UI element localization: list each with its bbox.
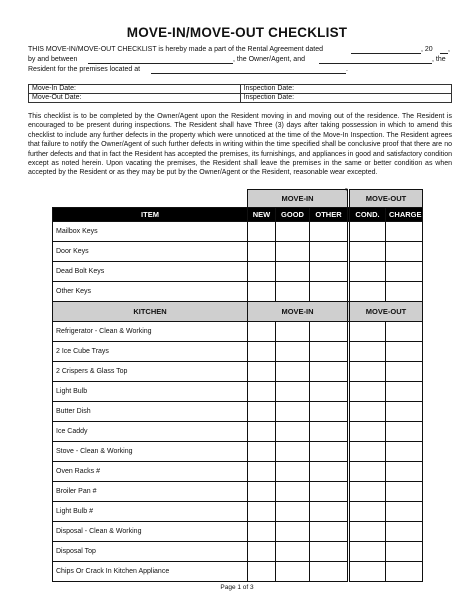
move-out-cond-cell[interactable] <box>350 442 386 462</box>
move-in-other-cell[interactable] <box>310 262 348 282</box>
move-in-other-cell[interactable] <box>310 462 348 482</box>
move-out-charge-cell[interactable] <box>386 562 423 582</box>
move-in-good-cell[interactable] <box>276 522 310 542</box>
move-in-new-cell[interactable] <box>248 542 276 562</box>
move-in-new-cell[interactable] <box>248 482 276 502</box>
table-row <box>53 282 423 302</box>
move-in-new-cell[interactable] <box>248 342 276 362</box>
table-row <box>53 542 423 562</box>
item-label: Door Keys <box>53 242 248 262</box>
move-in-new-cell[interactable] <box>248 362 276 382</box>
intro-line-3 <box>28 65 452 75</box>
move-in-other-cell[interactable] <box>310 402 348 422</box>
move-in-good-cell[interactable] <box>276 222 310 242</box>
item-label: Refrigerator - Clean & Working <box>53 322 248 342</box>
item-label: Broiler Pan # <box>53 482 248 502</box>
item-column-header: ITEM <box>53 208 248 222</box>
agreement-year-field[interactable] <box>440 45 448 54</box>
move-out-charge-cell[interactable] <box>386 522 423 542</box>
item-label: Light Bulb # <box>53 502 248 522</box>
intro-line-1 <box>28 45 452 55</box>
move-in-new-cell[interactable] <box>248 262 276 282</box>
move-in-other-cell[interactable] <box>310 362 348 382</box>
item-label: Disposal - Clean & Working <box>53 522 248 542</box>
general-items-body <box>53 222 423 302</box>
table-row <box>53 362 423 382</box>
move-out-charge-cell[interactable] <box>386 502 423 522</box>
move-in-other-cell[interactable] <box>310 222 348 242</box>
intro-text-2c: , the <box>432 56 446 63</box>
move-out-cond-cell[interactable] <box>350 462 386 482</box>
table-row <box>53 382 423 402</box>
table-row <box>53 462 423 482</box>
dates-row-move-out <box>29 94 452 103</box>
move-out-cond-cell[interactable] <box>350 382 386 402</box>
move-in-other-cell[interactable] <box>310 322 348 342</box>
move-out-charge-cell[interactable] <box>386 482 423 502</box>
table-row <box>53 322 423 342</box>
kitchen-move-in-header: MOVE-IN <box>248 302 348 322</box>
document-title: MOVE-IN/MOVE-OUT CHECKLIST <box>126 25 348 40</box>
move-in-good-cell[interactable] <box>276 542 310 562</box>
move-in-other-cell[interactable] <box>310 282 348 302</box>
move-out-charge-cell[interactable] <box>386 262 423 282</box>
move-in-good-cell[interactable] <box>276 442 310 462</box>
move-out-cond-cell[interactable] <box>350 362 386 382</box>
dates-row-move-in <box>29 85 452 94</box>
item-label: Mailbox Keys <box>53 222 248 242</box>
move-out-cond-cell[interactable] <box>350 222 386 242</box>
move-in-good-cell[interactable] <box>276 402 310 422</box>
move-in-new-cell[interactable] <box>248 382 276 402</box>
move-in-other-cell[interactable] <box>310 522 348 542</box>
item-label: Disposal Top <box>53 542 248 562</box>
charge-column-header: CHARGE <box>386 208 423 222</box>
move-out-charge-cell[interactable] <box>386 342 423 362</box>
table-row <box>53 562 423 582</box>
checklist-table <box>52 189 423 582</box>
move-in-good-cell[interactable] <box>276 422 310 442</box>
move-in-new-cell[interactable] <box>248 422 276 442</box>
table-row <box>53 262 423 282</box>
move-out-cond-cell[interactable] <box>350 562 386 582</box>
table-row <box>53 222 423 242</box>
table-row <box>53 402 423 422</box>
move-out-cond-cell[interactable] <box>350 522 386 542</box>
move-out-charge-cell[interactable] <box>386 362 423 382</box>
move-in-good-cell[interactable] <box>276 282 310 302</box>
move-in-new-cell[interactable] <box>248 462 276 482</box>
kitchen-move-out-header: MOVE-OUT <box>350 302 423 322</box>
move-in-new-cell[interactable] <box>248 222 276 242</box>
checklist-section-header <box>53 190 423 208</box>
move-in-other-cell[interactable] <box>310 422 348 442</box>
page-footer: Page 1 of 3 <box>220 584 254 591</box>
move-out-cond-cell[interactable] <box>350 422 386 442</box>
move-in-new-cell[interactable] <box>248 562 276 582</box>
table-row <box>53 342 423 362</box>
item-label: Other Keys <box>53 282 248 302</box>
move-out-cond-cell[interactable] <box>350 342 386 362</box>
dates-table <box>28 84 452 103</box>
move-in-other-cell[interactable] <box>310 482 348 502</box>
item-label: Butter Dish <box>53 402 248 422</box>
move-out-charge-cell[interactable] <box>386 402 423 422</box>
intro-text-2b: , the Owner/Agent, and <box>233 56 305 63</box>
move-out-charge-cell[interactable] <box>386 222 423 242</box>
agreement-date-field[interactable] <box>351 45 421 54</box>
move-in-good-cell[interactable] <box>276 482 310 502</box>
move-out-charge-cell[interactable] <box>386 282 423 302</box>
move-out-cond-cell[interactable] <box>350 482 386 502</box>
table-row <box>53 482 423 502</box>
move-in-good-cell[interactable] <box>276 342 310 362</box>
item-label: Chips Or Crack In Kitchen Appliance <box>53 562 248 582</box>
move-in-date-cell[interactable]: Move-In Date: <box>29 85 241 94</box>
intro-text-1b: , 20 <box>421 46 433 53</box>
move-in-other-cell[interactable] <box>310 242 348 262</box>
move-out-cond-cell[interactable] <box>350 402 386 422</box>
item-label: 2 Ice Cube Trays <box>53 342 248 362</box>
move-in-new-cell[interactable] <box>248 402 276 422</box>
move-in-new-cell[interactable] <box>248 442 276 462</box>
move-out-cond-cell[interactable] <box>350 502 386 522</box>
move-out-charge-cell[interactable] <box>386 462 423 482</box>
move-in-new-cell[interactable] <box>248 522 276 542</box>
kitchen-section-header <box>53 302 423 322</box>
table-row <box>53 522 423 542</box>
move-in-new-cell[interactable] <box>248 282 276 302</box>
move-out-charge-cell[interactable] <box>386 542 423 562</box>
move-out-cond-cell[interactable] <box>350 322 386 342</box>
table-row <box>53 242 423 262</box>
table-row <box>53 422 423 442</box>
move-out-cond-cell[interactable] <box>350 282 386 302</box>
move-in-good-cell[interactable] <box>276 322 310 342</box>
move-in-good-cell[interactable] <box>276 362 310 382</box>
item-label: Dead Bolt Keys <box>53 262 248 282</box>
resident-name-field[interactable] <box>319 55 432 64</box>
move-in-good-cell[interactable] <box>276 242 310 262</box>
move-in-good-cell[interactable] <box>276 562 310 582</box>
item-label: Oven Racks # <box>53 462 248 482</box>
item-label: Stove - Clean & Working <box>53 442 248 462</box>
intro-text-2a: by and between <box>28 56 78 63</box>
intro-text-3b: . <box>346 66 348 73</box>
move-in-other-cell[interactable] <box>310 382 348 402</box>
intro-text-3a: Resident for the premises located at <box>28 66 141 73</box>
move-out-charge-cell[interactable] <box>386 322 423 342</box>
table-row <box>53 442 423 462</box>
move-in-good-cell[interactable] <box>276 262 310 282</box>
inspection-date-cell-1[interactable]: Inspection Date: <box>240 85 452 94</box>
move-in-other-cell[interactable] <box>310 502 348 522</box>
move-in-other-cell[interactable] <box>310 542 348 562</box>
move-in-other-cell[interactable] <box>310 562 348 582</box>
move-out-charge-cell[interactable] <box>386 442 423 462</box>
move-out-charge-cell[interactable] <box>386 422 423 442</box>
move-in-other-cell[interactable] <box>310 442 348 462</box>
owner-agent-field[interactable] <box>88 55 233 64</box>
move-in-good-cell[interactable] <box>276 462 310 482</box>
checklist-column-header <box>53 208 423 222</box>
corner-mark: ▾ <box>345 187 348 193</box>
move-in-new-cell[interactable] <box>248 502 276 522</box>
inspection-date-cell-2[interactable]: Inspection Date: <box>240 94 452 103</box>
intro-block <box>28 45 452 75</box>
move-out-charge-cell[interactable] <box>386 382 423 402</box>
item-label: Ice Caddy <box>53 422 248 442</box>
premises-address-field[interactable] <box>151 65 346 74</box>
move-in-other-cell[interactable] <box>310 342 348 362</box>
move-in-good-cell[interactable] <box>276 502 310 522</box>
table-row <box>53 502 423 522</box>
move-out-cond-cell[interactable] <box>350 242 386 262</box>
move-out-charge-cell[interactable] <box>386 242 423 262</box>
move-out-date-cell[interactable]: Move-Out Date: <box>29 94 241 103</box>
move-out-cond-cell[interactable] <box>350 262 386 282</box>
move-out-cond-cell[interactable] <box>350 542 386 562</box>
intro-text-1c: , <box>448 46 450 53</box>
instructions-paragraph: This checklist is to be completed by the Owner/Agent upon the Resident moving in and moving out of the residence. The Resident is encouraged to be present during inspections. The Resident shall have Three (3) days after taking possession in which to amend this checklist to include any further defects in the property which were unnoticed at the time of the Move-In Inspection. The Resident agrees that failure to notify the Owner/Agent of such further defects in writing within the time specified shall be conclusive proof that there are no further defects and that in fact the Resident has accepted the premises, its furnishings, and appliances in good and satisfactory condition except as noted herein. Upon vacating the premises, the Resident shall leave the premises in the same or better condition as when accepted by the Resident or as they may be put by the Owner/Agent or the Resident, reasonable wear excepted. <box>28 113 452 177</box>
good-column-header: GOOD <box>276 208 310 222</box>
cond-column-header: COND. <box>350 208 386 222</box>
intro-line-2 <box>28 55 452 65</box>
move-in-new-cell[interactable] <box>248 242 276 262</box>
move-in-good-cell[interactable] <box>276 382 310 402</box>
item-label: 2 Crispers & Glass Top <box>53 362 248 382</box>
kitchen-items-body <box>53 322 423 582</box>
other-column-header: OTHER <box>310 208 348 222</box>
move-in-header: MOVE-IN <box>248 190 348 208</box>
new-column-header: NEW <box>248 208 276 222</box>
intro-text-1a: THIS MOVE-IN/MOVE-OUT CHECKLIST is hereby made a part of the Rental Agreement dated <box>28 46 324 53</box>
move-out-header: MOVE-OUT <box>350 190 423 208</box>
move-in-new-cell[interactable] <box>248 322 276 342</box>
kitchen-header: KITCHEN <box>53 302 248 322</box>
item-label: Light Bulb <box>53 382 248 402</box>
